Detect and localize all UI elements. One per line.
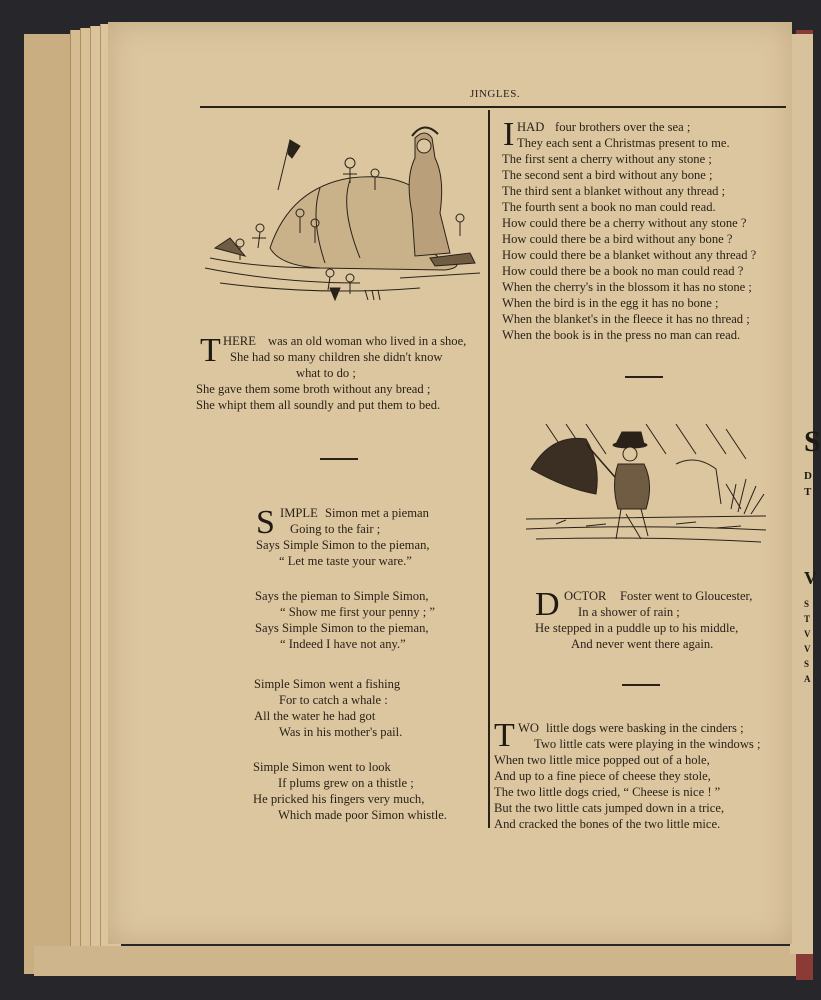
brothers-first-word: HAD xyxy=(517,120,545,134)
simon-dropcap: S xyxy=(256,504,275,541)
foster-line: And never went there again. xyxy=(571,637,714,651)
brothers-line: When the cherry's in the blossom it has no stone ; xyxy=(502,280,752,294)
dogs-first-word: WO xyxy=(518,721,539,735)
brothers-line: The first sent a cherry without any stone ; xyxy=(502,152,712,166)
adjacent-page-letter: T xyxy=(804,486,812,498)
shoe-line: was an old woman who lived in a shoe, xyxy=(268,334,467,348)
adjacent-page-letter: D xyxy=(804,470,812,482)
adjacent-page-letter: V xyxy=(804,568,817,588)
brothers-line: four brothers over the sea ; xyxy=(555,120,691,134)
simon-line: Simon met a pieman xyxy=(325,506,429,520)
foster-dropcap: D xyxy=(535,586,560,623)
shoe-dropcap: T xyxy=(200,332,221,369)
brothers-line: When the blanket's in the fleece it has no thread ; xyxy=(502,312,750,326)
dogs-line: The two little dogs cried, “ Cheese is nice ! ” xyxy=(494,785,721,799)
old-woman-shoe-illustration xyxy=(200,118,485,303)
simon-line: Which made poor Simon whistle. xyxy=(278,808,447,822)
section-separator xyxy=(625,376,663,378)
adjacent-page-letter: V xyxy=(804,629,811,639)
dogs-line: little dogs were basking in the cinders ; xyxy=(546,721,744,735)
adjacent-page-letter: A xyxy=(804,674,811,684)
foster-line: Foster went to Gloucester, xyxy=(620,589,753,603)
brothers-line: The second sent a bird without any bone ; xyxy=(502,168,713,182)
brothers-line: How could there be a blanket without any thread ? xyxy=(502,248,757,262)
adjacent-page-letter: S xyxy=(804,425,821,458)
simon-line: If plums grew on a thistle ; xyxy=(278,776,414,790)
foster-line: In a shower of rain ; xyxy=(578,605,680,619)
shoe-line: She gave them some broth without any bread ; xyxy=(196,382,431,396)
page-heading: JINGLES. xyxy=(470,88,521,100)
shoe-first-word: HERE xyxy=(223,334,256,348)
simon-line: Going to the fair ; xyxy=(290,522,381,536)
simon-line: Says the pieman to Simple Simon, xyxy=(255,589,429,603)
simon-line: He pricked his fingers very much, xyxy=(253,792,425,806)
foster-line: He stepped in a puddle up to his middle, xyxy=(535,621,739,635)
brothers-line: The fourth sent a book no man could read. xyxy=(502,200,716,214)
simon-line: All the water he had got xyxy=(254,709,376,723)
adjacent-page-letter: V xyxy=(804,644,811,654)
section-separator xyxy=(622,684,660,686)
dogs-line: When two little mice popped out of a hole, xyxy=(494,753,710,767)
brothers-line: How could there be a bird without any bone ? xyxy=(502,232,733,246)
simon-line: “ Show me first your penny ; ” xyxy=(280,605,435,619)
simon-line: Simple Simon went a fishing xyxy=(254,677,401,691)
simon-line: “ Indeed I have not any.” xyxy=(280,637,406,651)
foster-first-word: OCTOR xyxy=(564,589,607,603)
shoe-line: She had so many children she didn't know xyxy=(230,350,443,364)
brothers-line: When the book is in the press no man can read. xyxy=(502,328,741,342)
brothers-line: When the bird is in the egg it has no bone ; xyxy=(502,296,719,310)
adjacent-page-letter: T xyxy=(804,614,811,624)
header-rule xyxy=(200,106,786,108)
simon-line: Was in his mother's pail. xyxy=(279,725,403,739)
column-divider xyxy=(488,110,490,828)
shoe-line: She whipt them all soundly and put them to bed. xyxy=(196,398,441,412)
brothers-line: How could there be a book no man could read ? xyxy=(502,264,744,278)
simon-line: Says Simple Simon to the pieman, xyxy=(256,538,430,552)
simon-line: “ Let me taste your ware.” xyxy=(279,554,412,568)
simon-first-word: IMPLE xyxy=(280,506,318,520)
adjacent-page-letter: S xyxy=(804,659,810,669)
simon-line: Simple Simon went to look xyxy=(253,760,391,774)
brothers-line: How could there be a cherry without any stone ? xyxy=(502,216,747,230)
adjacent-page-letter: S xyxy=(804,599,810,609)
dogs-dropcap: T xyxy=(494,717,515,754)
section-separator xyxy=(320,458,358,460)
doctor-foster-illustration xyxy=(526,424,766,554)
simon-line: Says Simple Simon to the pieman, xyxy=(255,621,429,635)
dogs-line: And up to a fine piece of cheese they stole, xyxy=(494,769,711,783)
page-bottom-edge xyxy=(34,946,804,976)
brothers-line: They each sent a Christmas present to me. xyxy=(517,136,730,150)
brothers-dropcap: I xyxy=(503,116,515,153)
dogs-line: And cracked the bones of the two little mice. xyxy=(494,817,721,831)
dogs-line: But the two little cats jumped down in a trice, xyxy=(494,801,725,815)
shoe-line: what to do ; xyxy=(296,366,356,380)
simon-line: For to catch a whale : xyxy=(279,693,388,707)
dogs-line: Two little cats were playing in the windows ; xyxy=(534,737,761,751)
brothers-line: The third sent a blanket without any thread ; xyxy=(502,184,726,198)
